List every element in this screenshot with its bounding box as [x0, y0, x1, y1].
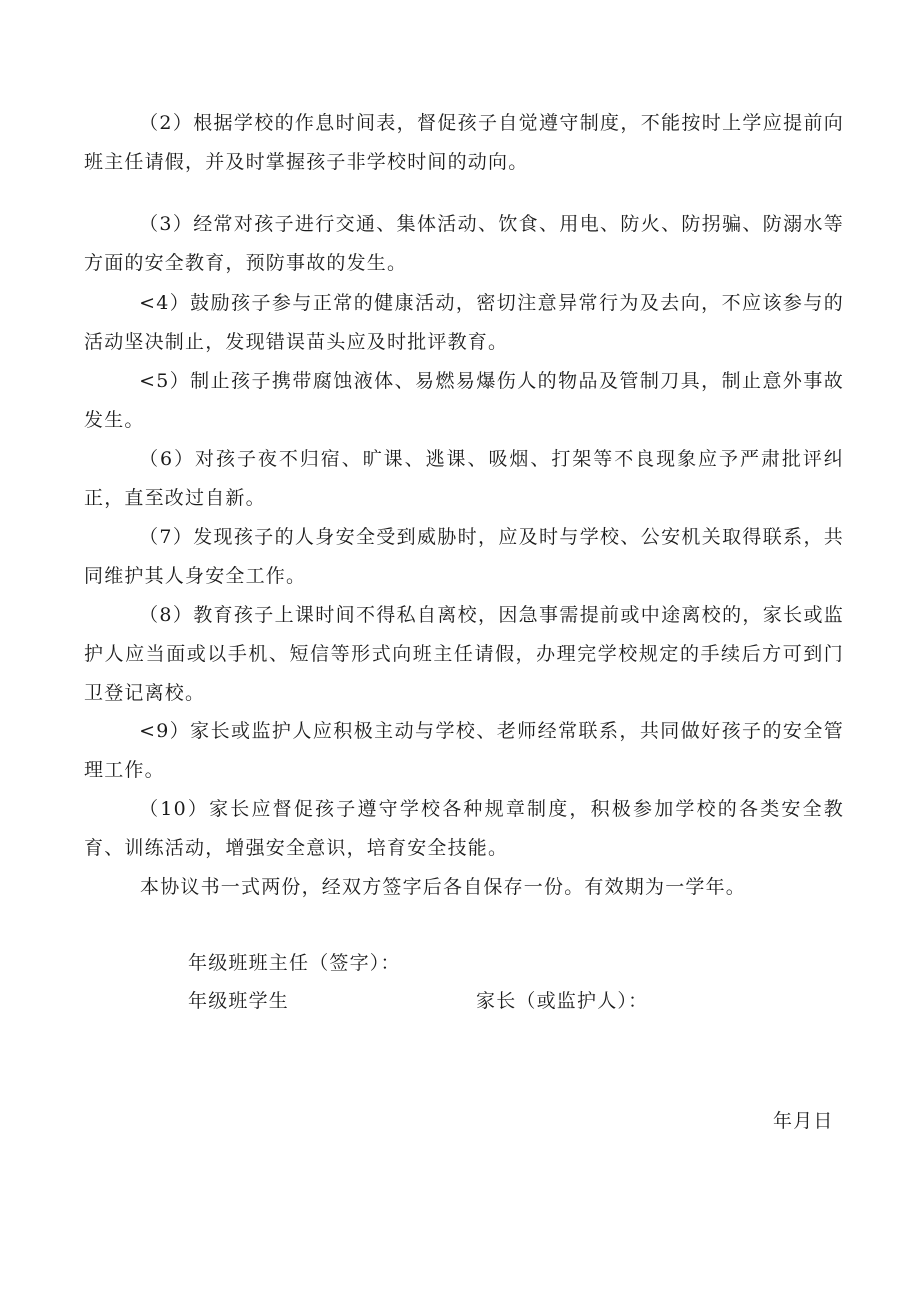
parent-signature-label: 家长（或监护人）：	[476, 990, 649, 1012]
clause-10: （10）家长应督促孩子遵守学校各种规章制度，积极参加学校的各类安全教育、训练活动，增强安全意识，培育安全技能。	[84, 798, 844, 859]
clause-5: <5）制止孩子携带腐蚀液体、易燃易爆伤人的物品及管制刀具，制止意外事故发生。	[84, 370, 844, 431]
clause-8: （8）教育孩子上课时间不得私自离校，因急事需提前或中途离校的，家长或监护人应当面或以手机、短信等形式向班主任请假，办理完学校规定的手续后方可到门卫登记离校。	[84, 604, 844, 704]
clause-7: （7）发现孩子的人身安全受到威胁时，应及时与学校、公安机关取得联系，共同维护其人身安全工作。	[84, 526, 844, 587]
clause-3: （3）经常对孩子进行交通、集体活动、饮食、用电、防火、防拐骗、防溺水等方面的安全教育，预防事故的发生。	[84, 213, 844, 274]
clause-4: <4）鼓励孩子参与正常的健康活动，密切注意异常行为及去向，不应该参与的活动坚决制止，发现错误苗头应及时批评教育。	[84, 292, 844, 353]
agreement-closing: 本协议书一式两份，经双方签字后各自保存一份。有效期为一学年。	[140, 876, 747, 898]
date-label: 年月日	[773, 1110, 834, 1132]
student-signature-label: 年级班学生	[188, 990, 290, 1012]
teacher-signature-label: 年级班班主任（签字）：	[188, 952, 401, 974]
clause-2: （2）根据学校的作息时间表，督促孩子自觉遵守制度，不能按时上学应提前向班主任请假，并及时掌握孩子非学校时间的动向。	[84, 112, 844, 173]
clause-6: （6）对孩子夜不归宿、旷课、逃课、吸烟、打架等不良现象应予严肃批评纠正，直至改过自新。	[84, 448, 844, 509]
clause-9: <9）家长或监护人应积极主动与学校、老师经常联系，共同做好孩子的安全管理工作。	[84, 720, 844, 781]
